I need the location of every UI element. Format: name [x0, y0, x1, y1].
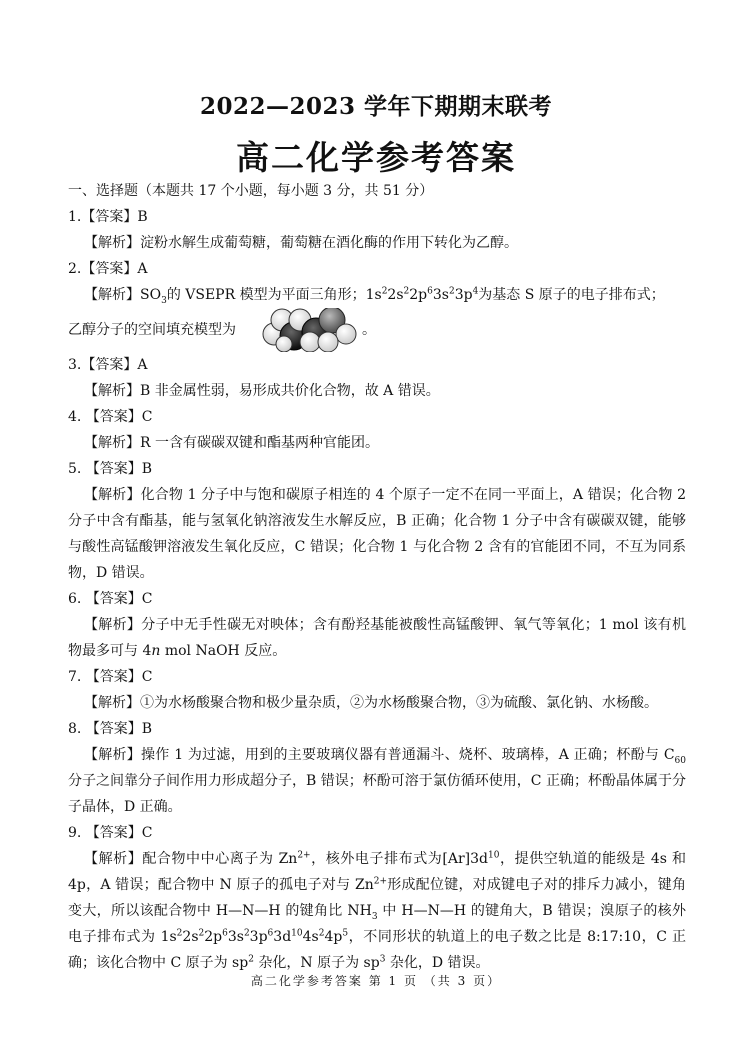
q5-answer: 5. 【答案】B [68, 461, 153, 477]
q2-model-text: 乙醇分子的空间填充模型为 [68, 322, 236, 338]
q7-analysis: 【解析】①为水杨酸聚合物和极少量杂质，②为水杨酸聚合物，③为硫酸、氯化钠、水杨酸。 [84, 695, 658, 711]
q7-answer: 7. 【答案】C [68, 669, 153, 685]
q5-analysis: 【解析】化合物 1 分子中与饱和碳原子相连的 4 个原子一定不在同一平面上，A 错误；化合物 2 分子中含有酯基，能与氢氧化钠溶液发生水解反应，B 正确；化合物 1 分子中含有碳碳双键，能够与酸性高锰酸钾溶液发生氧化反应，C 错误；化合物 1 与化合物 2 含有的官能团不同，不互为同系物，D 错误。 [68, 487, 686, 581]
answer-content [68, 178, 686, 976]
h-atom [300, 332, 320, 352]
q8-answer: 8. 【答案】B [68, 721, 153, 737]
page-footer: 高二化学参考答案 第 1 页 （共 3 页） [250, 974, 502, 988]
q9-answer: 9. 【答案】C [68, 825, 153, 841]
q6-answer: 6. 【答案】C [68, 591, 153, 607]
section-heading: 一、选择题（本题共 17 个小题，每小题 3 分，共 51 分） [68, 183, 434, 199]
h-atom [276, 336, 292, 352]
q9-analysis: 【解析】配合物中中心离子为 $Zn^{2+}$，核外电子排布式为$[Ar]3d^{10}$，提供空轨道的能级是 4s 和 4p，A 错误；配合物中 N 原子的孤电子对与 $Zn^{2+}$形成配位键，对成键电子对的排斥力减小，键角变大，所以该配合物中 H—N—H 的键角比 $NH_3$ 中 H—N—H 的键角大，B 错误；溴原子的核外电子排布式为 $1s^22s^22p^63s^23p^63d^{10}4s^24p^5$，不同形状的轨道上的电子数之比是 8:17:10，C 正确；该化合物中 C 原子为 $sp^2$ 杂化，N 原子为 $sp^3$ 杂化，D 错误。 [68, 850, 686, 971]
q2-model-tail: 。 [362, 322, 376, 338]
q3-analysis: 【解析】B 非金属性弱，易形成共价化合物，故 A 错误。 [84, 383, 440, 399]
header-year: 2022—2023 学年下期期末联考 [199, 93, 553, 120]
q2-model-line [68, 308, 686, 352]
q4-answer: 4. 【答案】C [68, 409, 153, 425]
h-atom [318, 332, 338, 352]
q6-analysis: 【解析】分子中无手性碳无对映体；含有酚羟基能被酸性高锰酸钾、氧气等氧化；1 mol 该有机物最多可与 4n mol NaOH 反应。 [68, 617, 686, 659]
q2-answer: 2.【答案】A [68, 261, 148, 277]
q8-analysis: 【解析】操作 1 为过滤，用到的主要玻璃仪器有普通漏斗、烧杯、玻璃棒，A 正确；杯酚与 $C_{60}$分子之间靠分子间作用力形成超分子，B 错误；杯酚可溶于氯仿循环使用，C 正确；杯酚晶体属于分子晶体，D 正确。 [68, 747, 686, 815]
document-title: 高二化学参考答案 [236, 138, 516, 177]
q2-analysis: 【解析】$SO_3$的 VSEPR 模型为平面三角形；$1s^22s^22p^63s^23p^4$为基态 S 原子的电子排布式； [84, 286, 665, 306]
q1-analysis: 【解析】淀粉水解生成葡萄糖，葡萄糖在酒化酶的作用下转化为乙醇。 [84, 235, 518, 251]
q1-answer: 1.【答案】B [68, 209, 148, 225]
q4-analysis: 【解析】R 一含有碳碳双键和酯基两种官能团。 [84, 435, 379, 451]
ethanol-space-filling-model [260, 308, 360, 352]
h-atom [336, 324, 356, 344]
q3-answer: 3.【答案】A [68, 357, 148, 373]
